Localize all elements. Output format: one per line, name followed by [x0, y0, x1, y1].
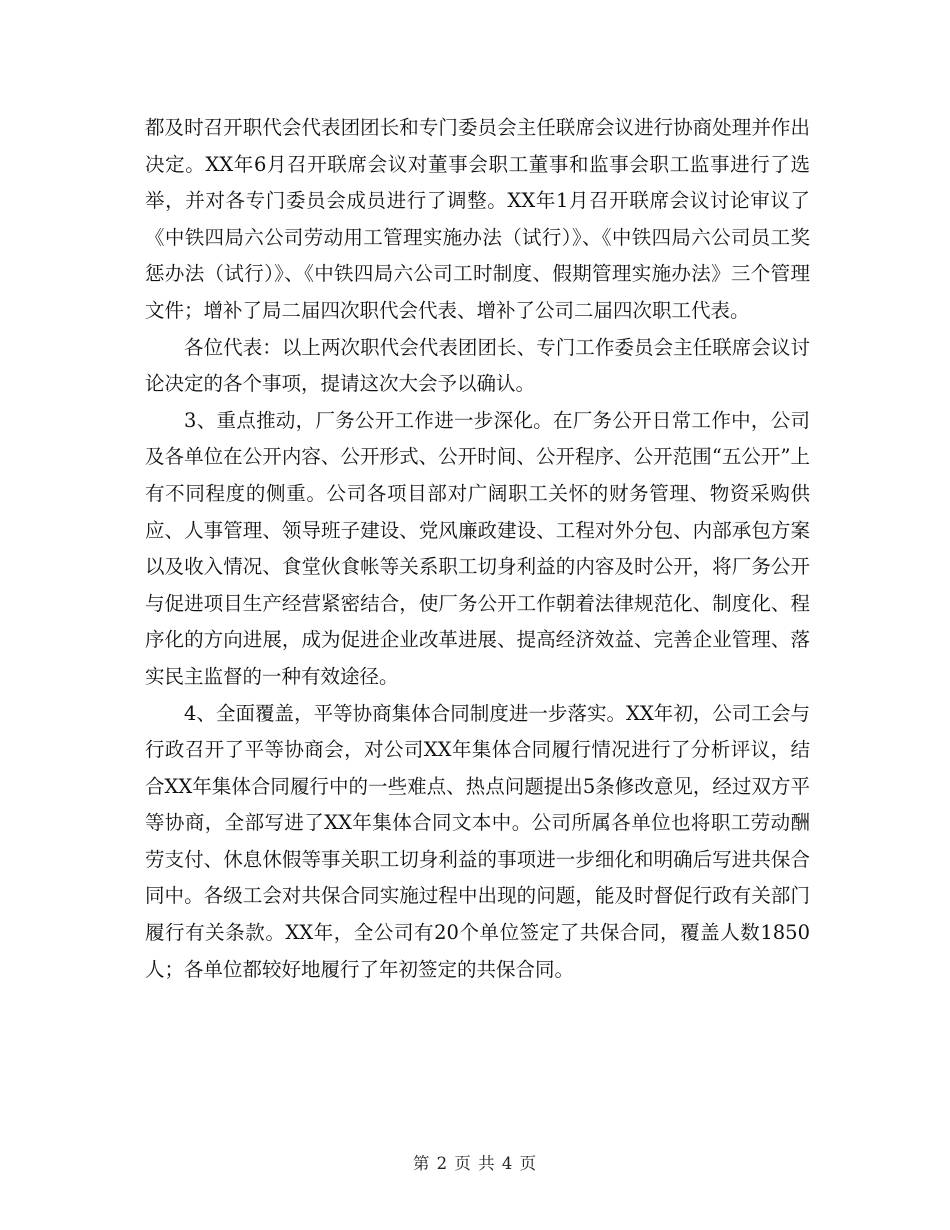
paragraph-1: 都及时召开职代会代表团团长和专门委员会主任联席会议进行协商处理并作出决定。XX年6月召开联席会议对董事会职工董事和监事会职工监事进行了选举，并对各专门委员会成员进行了调整。XX年1月召开联席会议讨论审议了《中铁四局六公司劳动用工管理实施办法（试行）》、《中铁四局六公司员工奖惩办法（试行）》、《中铁四局六公司工时制度、假期管理实施办法》三个管理文件；增补了局二届四次职代会代表、增补了公司二届四次职工代表。 [145, 116, 810, 322]
paragraph-2: 各位代表：以上两次职代会代表团团长、专门工作委员会主任联席会议讨论决定的各个事项，提请这次大会予以确认。 [145, 335, 810, 396]
paragraph-3: 3、重点推动，厂务公开工作进一步深化。在厂务公开日常工作中，公司及各单位在公开内容、公开形式、公开时间、公开程序、公开范围“五公开”上有不同程度的侧重。公司各项目部对广阔职工关怀的财务管理、物资采购供应、人事管理、领导班子建设、党风廉政建设、工程对外分包、内部承包方案以及收入情况、食堂伙食帐等关系职工切身利益的内容及时公开，将厂务公开与促进项目生产经营紧密结合，使厂务公开工作朝着法律规范化、制度化、程序化的方向进展，成为促进企业改革进展、提高经济效益、完善企业管理、落实民主监督的一种有效途径。 [145, 408, 810, 688]
page-number-footer: 第 2 页 共 4 页 [412, 1154, 538, 1173]
paragraph-4: 4、全面覆盖，平等协商集体合同制度进一步落实。XX年初，公司工会与行政召开了平等协商会，对公司XX年集体合同履行情况进行了分析评议，结合XX年集体合同履行中的一些难点、热点问题提出5条修改意见，经过双方平等协商，全部写进了XX年集体合同文本中。公司所属各单位也将职工劳动酬劳支付、休息休假等事关职工切身利益的事项进一步细化和明确后写进共保合同中。各级工会对共保合同实施过程中出现的问题，能及时督促行政有关部门履行有关条款。XX年，全公司有20个单位签定了共保合同，覆盖人数1850人；各单位都较好地履行了年初签定的共保合同。 [145, 701, 810, 981]
body-text [145, 110, 810, 988]
